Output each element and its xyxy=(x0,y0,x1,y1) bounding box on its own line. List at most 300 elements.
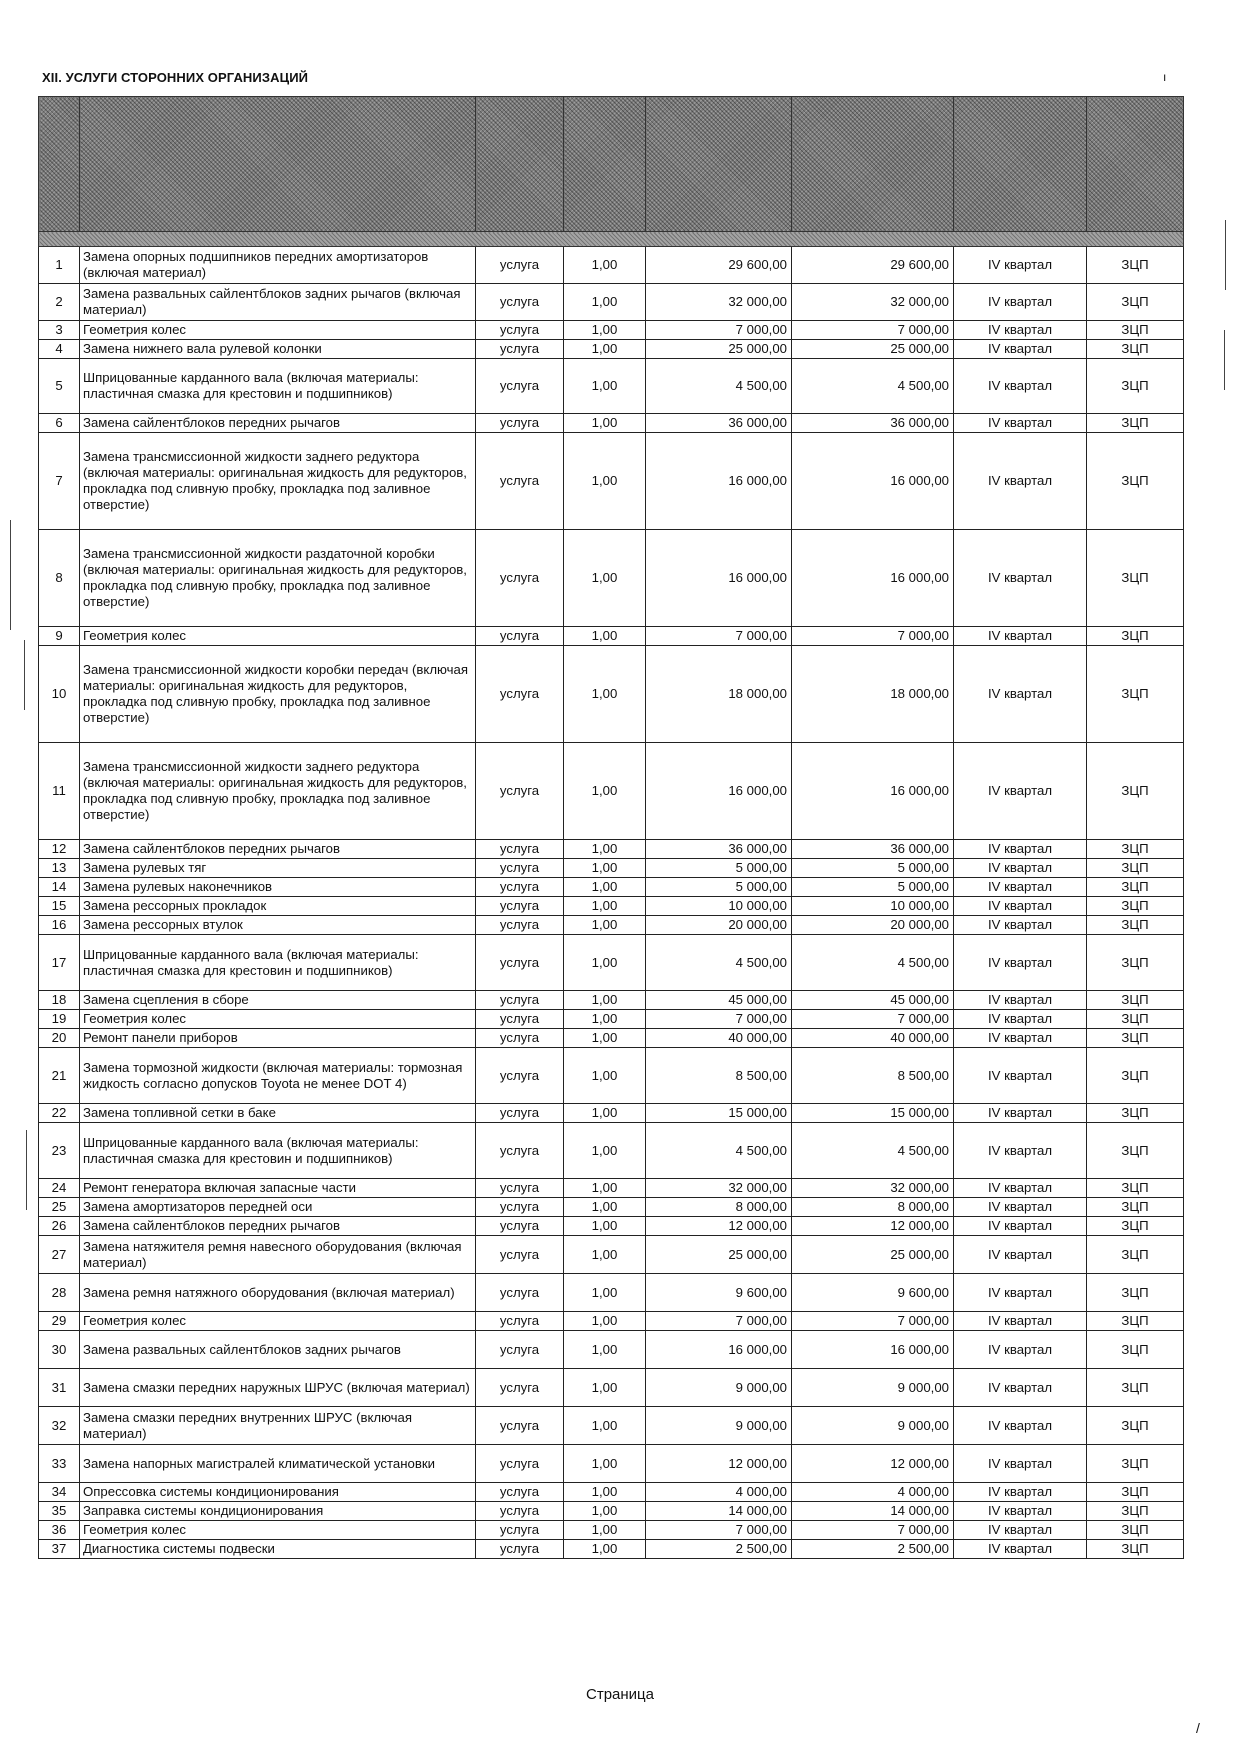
unit-of-measure-cell: услуга xyxy=(476,1123,564,1179)
quantity-cell: 1,00 xyxy=(564,1236,646,1274)
price-source-cell: ЗЦП xyxy=(1087,840,1184,859)
price-source-cell: ЗЦП xyxy=(1087,935,1184,991)
table-row xyxy=(39,1029,1184,1048)
header-cell xyxy=(39,97,80,232)
unit-of-measure-cell: услуга xyxy=(476,340,564,359)
total-amount-cell: 7 000,00 xyxy=(792,321,954,340)
unit-price-cell: 32 000,00 xyxy=(646,1179,792,1198)
unit-of-measure-cell: услуга xyxy=(476,991,564,1010)
unit-of-measure-cell: услуга xyxy=(476,321,564,340)
quantity-cell: 1,00 xyxy=(564,1123,646,1179)
total-amount-cell: 9 000,00 xyxy=(792,1369,954,1407)
service-name-cell: Геометрия колес xyxy=(80,1521,476,1540)
table-header-row xyxy=(39,97,1184,232)
quantity-cell: 1,00 xyxy=(564,991,646,1010)
row-number-cell: 28 xyxy=(39,1274,80,1312)
unit-of-measure-cell: услуга xyxy=(476,1217,564,1236)
period-cell: IV квартал xyxy=(954,1198,1087,1217)
unit-price-cell: 9 600,00 xyxy=(646,1274,792,1312)
scan-mark: ı xyxy=(1163,70,1167,84)
service-name-cell: Замена тормозной жидкости (включая материалы: тормозная жидкость согласно допусков Toyota не менее DOT 4) xyxy=(80,1048,476,1104)
unit-price-cell: 5 000,00 xyxy=(646,859,792,878)
total-amount-cell: 32 000,00 xyxy=(792,1179,954,1198)
table-row xyxy=(39,627,1184,646)
quantity-cell: 1,00 xyxy=(564,1483,646,1502)
unit-price-cell: 4 500,00 xyxy=(646,359,792,414)
row-number-cell: 7 xyxy=(39,433,80,530)
period-cell: IV квартал xyxy=(954,433,1087,530)
service-name-cell: Шприцованные карданного вала (включая материалы: пластичная смазка для крестовин и подшипников) xyxy=(80,935,476,991)
quantity-cell: 1,00 xyxy=(564,340,646,359)
quantity-cell: 1,00 xyxy=(564,916,646,935)
unit-price-cell: 45 000,00 xyxy=(646,991,792,1010)
period-cell: IV квартал xyxy=(954,1483,1087,1502)
services-table xyxy=(38,96,1184,1559)
total-amount-cell: 16 000,00 xyxy=(792,530,954,627)
table-row xyxy=(39,1010,1184,1029)
period-cell: IV квартал xyxy=(954,1217,1087,1236)
total-amount-cell: 15 000,00 xyxy=(792,1104,954,1123)
service-name-cell: Замена трансмиссионной жидкости заднего редуктора (включая материалы: оригинальная жидкость для редукторов, прокладка под сливную пробку, прокладка под заливное отверстие) xyxy=(80,433,476,530)
table-row xyxy=(39,1502,1184,1521)
service-name-cell: Замена трансмиссионной жидкости раздаточной коробки (включая материалы: оригинальная жидкость для редукторов, прокладка под сливную пробку, прокладка под заливное отверстие) xyxy=(80,530,476,627)
unit-price-cell: 4 000,00 xyxy=(646,1483,792,1502)
unit-price-cell: 29 600,00 xyxy=(646,247,792,284)
row-number-cell: 2 xyxy=(39,284,80,321)
unit-price-cell: 12 000,00 xyxy=(646,1445,792,1483)
quantity-cell: 1,00 xyxy=(564,859,646,878)
total-amount-cell: 16 000,00 xyxy=(792,1331,954,1369)
unit-of-measure-cell: услуга xyxy=(476,1029,564,1048)
table-row xyxy=(39,1521,1184,1540)
unit-price-cell: 7 000,00 xyxy=(646,321,792,340)
unit-of-measure-cell: услуга xyxy=(476,1407,564,1445)
quantity-cell: 1,00 xyxy=(564,359,646,414)
table-row xyxy=(39,1123,1184,1179)
service-name-cell: Опрессовка системы кондиционирования xyxy=(80,1483,476,1502)
row-number-cell: 16 xyxy=(39,916,80,935)
price-source-cell: ЗЦП xyxy=(1087,1104,1184,1123)
service-name-cell: Шприцованные карданного вала (включая материалы: пластичная смазка для крестовин и подшипников) xyxy=(80,359,476,414)
unit-of-measure-cell: услуга xyxy=(476,1483,564,1502)
table-row xyxy=(39,1198,1184,1217)
period-cell: IV квартал xyxy=(954,530,1087,627)
table-row xyxy=(39,1331,1184,1369)
unit-price-cell: 9 000,00 xyxy=(646,1407,792,1445)
quantity-cell: 1,00 xyxy=(564,414,646,433)
table-row xyxy=(39,1104,1184,1123)
price-source-cell: ЗЦП xyxy=(1087,1217,1184,1236)
row-number-cell: 5 xyxy=(39,359,80,414)
unit-of-measure-cell: услуга xyxy=(476,859,564,878)
service-name-cell: Замена развальных сайлентблоков задних рычагов (включая материал) xyxy=(80,284,476,321)
service-name-cell: Замена развальных сайлентблоков задних рычагов xyxy=(80,1331,476,1369)
unit-of-measure-cell: услуга xyxy=(476,878,564,897)
period-cell: IV квартал xyxy=(954,646,1087,743)
service-name-cell: Замена нижнего вала рулевой колонки xyxy=(80,340,476,359)
unit-price-cell: 14 000,00 xyxy=(646,1502,792,1521)
price-source-cell: ЗЦП xyxy=(1087,1312,1184,1331)
quantity-cell: 1,00 xyxy=(564,433,646,530)
header-cell xyxy=(476,97,564,232)
table-row xyxy=(39,359,1184,414)
service-name-cell: Ремонт панели приборов xyxy=(80,1029,476,1048)
period-cell: IV квартал xyxy=(954,1048,1087,1104)
total-amount-cell: 4 000,00 xyxy=(792,1483,954,1502)
unit-of-measure-cell: услуга xyxy=(476,1048,564,1104)
quantity-cell: 1,00 xyxy=(564,1502,646,1521)
table-row xyxy=(39,935,1184,991)
price-source-cell: ЗЦП xyxy=(1087,530,1184,627)
total-amount-cell: 12 000,00 xyxy=(792,1445,954,1483)
scan-artifact xyxy=(24,640,25,710)
unit-price-cell: 25 000,00 xyxy=(646,340,792,359)
total-amount-cell: 36 000,00 xyxy=(792,414,954,433)
price-source-cell: ЗЦП xyxy=(1087,340,1184,359)
total-amount-cell: 9 600,00 xyxy=(792,1274,954,1312)
row-number-cell: 24 xyxy=(39,1179,80,1198)
service-name-cell: Замена сайлентблоков передних рычагов xyxy=(80,840,476,859)
total-amount-cell: 8 500,00 xyxy=(792,1048,954,1104)
total-amount-cell: 12 000,00 xyxy=(792,1217,954,1236)
period-cell: IV квартал xyxy=(954,859,1087,878)
period-cell: IV квартал xyxy=(954,1540,1087,1559)
price-source-cell: ЗЦП xyxy=(1087,897,1184,916)
unit-of-measure-cell: услуга xyxy=(476,897,564,916)
quantity-cell: 1,00 xyxy=(564,1540,646,1559)
unit-of-measure-cell: услуга xyxy=(476,1198,564,1217)
table-row xyxy=(39,247,1184,284)
quantity-cell: 1,00 xyxy=(564,935,646,991)
quantity-cell: 1,00 xyxy=(564,1104,646,1123)
table-row xyxy=(39,1217,1184,1236)
quantity-cell: 1,00 xyxy=(564,1407,646,1445)
row-number-cell: 37 xyxy=(39,1540,80,1559)
period-cell: IV квартал xyxy=(954,897,1087,916)
table-row xyxy=(39,1274,1184,1312)
scan-artifact xyxy=(1225,220,1226,290)
unit-of-measure-cell: услуга xyxy=(476,935,564,991)
row-number-cell: 6 xyxy=(39,414,80,433)
unit-price-cell: 40 000,00 xyxy=(646,1029,792,1048)
period-cell: IV квартал xyxy=(954,414,1087,433)
unit-price-cell: 15 000,00 xyxy=(646,1104,792,1123)
table-row xyxy=(39,433,1184,530)
section-title: XII. УСЛУГИ СТОРОННИХ ОРГАНИЗАЦИЙ xyxy=(42,70,309,85)
quantity-cell: 1,00 xyxy=(564,627,646,646)
service-name-cell: Замена натяжителя ремня навесного оборудования (включая материал) xyxy=(80,1236,476,1274)
total-amount-cell: 7 000,00 xyxy=(792,627,954,646)
total-amount-cell: 25 000,00 xyxy=(792,1236,954,1274)
header-cell xyxy=(564,97,646,232)
period-cell: IV квартал xyxy=(954,935,1087,991)
period-cell: IV квартал xyxy=(954,1521,1087,1540)
row-number-cell: 36 xyxy=(39,1521,80,1540)
quantity-cell: 1,00 xyxy=(564,1312,646,1331)
price-source-cell: ЗЦП xyxy=(1087,1483,1184,1502)
unit-price-cell: 16 000,00 xyxy=(646,433,792,530)
total-amount-cell: 7 000,00 xyxy=(792,1010,954,1029)
total-amount-cell: 18 000,00 xyxy=(792,646,954,743)
header-cell xyxy=(646,97,792,232)
period-cell: IV квартал xyxy=(954,340,1087,359)
table-row xyxy=(39,1179,1184,1198)
unit-of-measure-cell: услуга xyxy=(476,840,564,859)
unit-of-measure-cell: услуга xyxy=(476,284,564,321)
unit-price-cell: 2 500,00 xyxy=(646,1540,792,1559)
unit-of-measure-cell: услуга xyxy=(476,1502,564,1521)
price-source-cell: ЗЦП xyxy=(1087,991,1184,1010)
quantity-cell: 1,00 xyxy=(564,743,646,840)
header-cell xyxy=(792,97,954,232)
service-name-cell: Геометрия колес xyxy=(80,321,476,340)
row-number-cell: 14 xyxy=(39,878,80,897)
period-cell: IV квартал xyxy=(954,1010,1087,1029)
service-name-cell: Диагностика системы подвески xyxy=(80,1540,476,1559)
service-name-cell: Ремонт генератора включая запасные части xyxy=(80,1179,476,1198)
quantity-cell: 1,00 xyxy=(564,1179,646,1198)
services-table-wrapper xyxy=(38,96,1183,1559)
row-number-cell: 23 xyxy=(39,1123,80,1179)
row-number-cell: 4 xyxy=(39,340,80,359)
total-amount-cell: 2 500,00 xyxy=(792,1540,954,1559)
unit-of-measure-cell: услуга xyxy=(476,743,564,840)
unit-of-measure-cell: услуга xyxy=(476,1331,564,1369)
table-row xyxy=(39,530,1184,627)
unit-of-measure-cell: услуга xyxy=(476,1179,564,1198)
unit-price-cell: 8 000,00 xyxy=(646,1198,792,1217)
table-row xyxy=(39,646,1184,743)
row-number-cell: 12 xyxy=(39,840,80,859)
period-cell: IV квартал xyxy=(954,1029,1087,1048)
total-amount-cell: 7 000,00 xyxy=(792,1312,954,1331)
price-source-cell: ЗЦП xyxy=(1087,1521,1184,1540)
service-name-cell: Замена трансмиссионной жидкости заднего редуктора (включая материалы: оригинальная жидкость для редукторов, прокладка под сливную пробку, прокладка под заливное отверстие) xyxy=(80,743,476,840)
service-name-cell: Заправка системы кондиционирования xyxy=(80,1502,476,1521)
period-cell: IV квартал xyxy=(954,1236,1087,1274)
quantity-cell: 1,00 xyxy=(564,1198,646,1217)
period-cell: IV квартал xyxy=(954,916,1087,935)
total-amount-cell: 4 500,00 xyxy=(792,359,954,414)
table-row xyxy=(39,1540,1184,1559)
period-cell: IV квартал xyxy=(954,840,1087,859)
unit-price-cell: 32 000,00 xyxy=(646,284,792,321)
unit-of-measure-cell: услуга xyxy=(476,1312,564,1331)
service-name-cell: Замена амортизаторов передней оси xyxy=(80,1198,476,1217)
total-amount-cell: 40 000,00 xyxy=(792,1029,954,1048)
table-row xyxy=(39,991,1184,1010)
period-cell: IV квартал xyxy=(954,1312,1087,1331)
row-number-cell: 32 xyxy=(39,1407,80,1445)
service-name-cell: Замена рулевых наконечников xyxy=(80,878,476,897)
unit-price-cell: 5 000,00 xyxy=(646,878,792,897)
scan-artifact xyxy=(1224,330,1225,390)
total-amount-cell: 20 000,00 xyxy=(792,916,954,935)
quantity-cell: 1,00 xyxy=(564,530,646,627)
total-amount-cell: 16 000,00 xyxy=(792,433,954,530)
table-row xyxy=(39,1407,1184,1445)
price-source-cell: ЗЦП xyxy=(1087,1407,1184,1445)
period-cell: IV квартал xyxy=(954,743,1087,840)
price-source-cell: ЗЦП xyxy=(1087,1274,1184,1312)
unit-price-cell: 16 000,00 xyxy=(646,1331,792,1369)
table-row xyxy=(39,916,1184,935)
unit-of-measure-cell: услуга xyxy=(476,646,564,743)
unit-price-cell: 9 000,00 xyxy=(646,1369,792,1407)
row-number-cell: 26 xyxy=(39,1217,80,1236)
row-number-cell: 33 xyxy=(39,1445,80,1483)
table-row xyxy=(39,414,1184,433)
unit-price-cell: 10 000,00 xyxy=(646,897,792,916)
total-amount-cell: 25 000,00 xyxy=(792,340,954,359)
table-row xyxy=(39,743,1184,840)
unit-price-cell: 20 000,00 xyxy=(646,916,792,935)
total-amount-cell: 5 000,00 xyxy=(792,859,954,878)
price-source-cell: ЗЦП xyxy=(1087,414,1184,433)
scan-mark: / xyxy=(1196,1720,1200,1736)
quantity-cell: 1,00 xyxy=(564,1010,646,1029)
unit-of-measure-cell: услуга xyxy=(476,1369,564,1407)
price-source-cell: ЗЦП xyxy=(1087,284,1184,321)
price-source-cell: ЗЦП xyxy=(1087,1236,1184,1274)
price-source-cell: ЗЦП xyxy=(1087,743,1184,840)
unit-price-cell: 18 000,00 xyxy=(646,646,792,743)
quantity-cell: 1,00 xyxy=(564,1274,646,1312)
row-number-cell: 9 xyxy=(39,627,80,646)
total-amount-cell: 4 500,00 xyxy=(792,935,954,991)
row-number-cell: 22 xyxy=(39,1104,80,1123)
row-number-cell: 27 xyxy=(39,1236,80,1274)
table-row xyxy=(39,1483,1184,1502)
table-row xyxy=(39,340,1184,359)
row-number-cell: 31 xyxy=(39,1369,80,1407)
price-source-cell: ЗЦП xyxy=(1087,321,1184,340)
quantity-cell: 1,00 xyxy=(564,247,646,284)
price-source-cell: ЗЦП xyxy=(1087,1010,1184,1029)
row-number-cell: 1 xyxy=(39,247,80,284)
price-source-cell: ЗЦП xyxy=(1087,1331,1184,1369)
service-name-cell: Замена топливной сетки в баке xyxy=(80,1104,476,1123)
total-amount-cell: 29 600,00 xyxy=(792,247,954,284)
service-name-cell: Замена смазки передних внутренних ШРУС (включая материал) xyxy=(80,1407,476,1445)
table-row xyxy=(39,284,1184,321)
period-cell: IV квартал xyxy=(954,1104,1087,1123)
total-amount-cell: 16 000,00 xyxy=(792,743,954,840)
service-name-cell: Геометрия колес xyxy=(80,1312,476,1331)
table-row xyxy=(39,1048,1184,1104)
period-cell: IV квартал xyxy=(954,284,1087,321)
unit-of-measure-cell: услуга xyxy=(476,414,564,433)
row-number-cell: 19 xyxy=(39,1010,80,1029)
quantity-cell: 1,00 xyxy=(564,1331,646,1369)
price-source-cell: ЗЦП xyxy=(1087,646,1184,743)
unit-of-measure-cell: услуга xyxy=(476,247,564,284)
price-source-cell: ЗЦП xyxy=(1087,1179,1184,1198)
unit-price-cell: 16 000,00 xyxy=(646,743,792,840)
service-name-cell: Замена трансмиссионной жидкости коробки передач (включая материалы: оригинальная жидкость для редукторов, прокладка под сливную пробку, прокладка под заливное отверстие) xyxy=(80,646,476,743)
service-name-cell: Замена опорных подшипников передних амортизаторов (включая материал) xyxy=(80,247,476,284)
period-cell: IV квартал xyxy=(954,991,1087,1010)
row-number-cell: 21 xyxy=(39,1048,80,1104)
unit-price-cell: 36 000,00 xyxy=(646,414,792,433)
table-row xyxy=(39,859,1184,878)
unit-of-measure-cell: услуга xyxy=(476,916,564,935)
header-cell xyxy=(1087,97,1184,232)
quantity-cell: 1,00 xyxy=(564,897,646,916)
row-number-cell: 15 xyxy=(39,897,80,916)
row-number-cell: 35 xyxy=(39,1502,80,1521)
service-name-cell: Замена рессорных втулок xyxy=(80,916,476,935)
total-amount-cell: 14 000,00 xyxy=(792,1502,954,1521)
row-number-cell: 29 xyxy=(39,1312,80,1331)
total-amount-cell: 9 000,00 xyxy=(792,1407,954,1445)
unit-of-measure-cell: услуга xyxy=(476,530,564,627)
table-row xyxy=(39,321,1184,340)
service-name-cell: Замена напорных магистралей климатической установки xyxy=(80,1445,476,1483)
row-number-cell: 30 xyxy=(39,1331,80,1369)
price-source-cell: ЗЦП xyxy=(1087,1123,1184,1179)
period-cell: IV квартал xyxy=(954,627,1087,646)
unit-price-cell: 7 000,00 xyxy=(646,1521,792,1540)
unit-of-measure-cell: услуга xyxy=(476,359,564,414)
table-row xyxy=(39,1369,1184,1407)
table-row xyxy=(39,1445,1184,1483)
row-number-cell: 18 xyxy=(39,991,80,1010)
service-name-cell: Замена сайлентблоков передних рычагов xyxy=(80,414,476,433)
total-amount-cell: 7 000,00 xyxy=(792,1521,954,1540)
price-source-cell: ЗЦП xyxy=(1087,627,1184,646)
unit-price-cell: 7 000,00 xyxy=(646,627,792,646)
header-cell xyxy=(954,97,1087,232)
price-source-cell: ЗЦП xyxy=(1087,859,1184,878)
unit-of-measure-cell: услуга xyxy=(476,1540,564,1559)
price-source-cell: ЗЦП xyxy=(1087,1048,1184,1104)
period-cell: IV квартал xyxy=(954,1407,1087,1445)
subheader-cell xyxy=(39,232,1184,247)
total-amount-cell: 4 500,00 xyxy=(792,1123,954,1179)
period-cell: IV квартал xyxy=(954,321,1087,340)
service-name-cell: Замена смазки передних наружных ШРУС (включая материал) xyxy=(80,1369,476,1407)
service-name-cell: Замена рессорных прокладок xyxy=(80,897,476,916)
quantity-cell: 1,00 xyxy=(564,840,646,859)
unit-price-cell: 25 000,00 xyxy=(646,1236,792,1274)
price-source-cell: ЗЦП xyxy=(1087,247,1184,284)
row-number-cell: 10 xyxy=(39,646,80,743)
total-amount-cell: 45 000,00 xyxy=(792,991,954,1010)
quantity-cell: 1,00 xyxy=(564,1521,646,1540)
service-name-cell: Замена ремня натяжного оборудования (включая материал) xyxy=(80,1274,476,1312)
unit-of-measure-cell: услуга xyxy=(476,627,564,646)
row-number-cell: 34 xyxy=(39,1483,80,1502)
period-cell: IV квартал xyxy=(954,359,1087,414)
unit-of-measure-cell: услуга xyxy=(476,433,564,530)
period-cell: IV квартал xyxy=(954,1274,1087,1312)
price-source-cell: ЗЦП xyxy=(1087,1369,1184,1407)
unit-price-cell: 16 000,00 xyxy=(646,530,792,627)
price-source-cell: ЗЦП xyxy=(1087,916,1184,935)
table-row xyxy=(39,897,1184,916)
quantity-cell: 1,00 xyxy=(564,321,646,340)
row-number-cell: 13 xyxy=(39,859,80,878)
row-number-cell: 11 xyxy=(39,743,80,840)
price-source-cell: ЗЦП xyxy=(1087,433,1184,530)
period-cell: IV квартал xyxy=(954,878,1087,897)
price-source-cell: ЗЦП xyxy=(1087,1540,1184,1559)
row-number-cell: 8 xyxy=(39,530,80,627)
price-source-cell: ЗЦП xyxy=(1087,878,1184,897)
total-amount-cell: 8 000,00 xyxy=(792,1198,954,1217)
unit-price-cell: 7 000,00 xyxy=(646,1312,792,1331)
